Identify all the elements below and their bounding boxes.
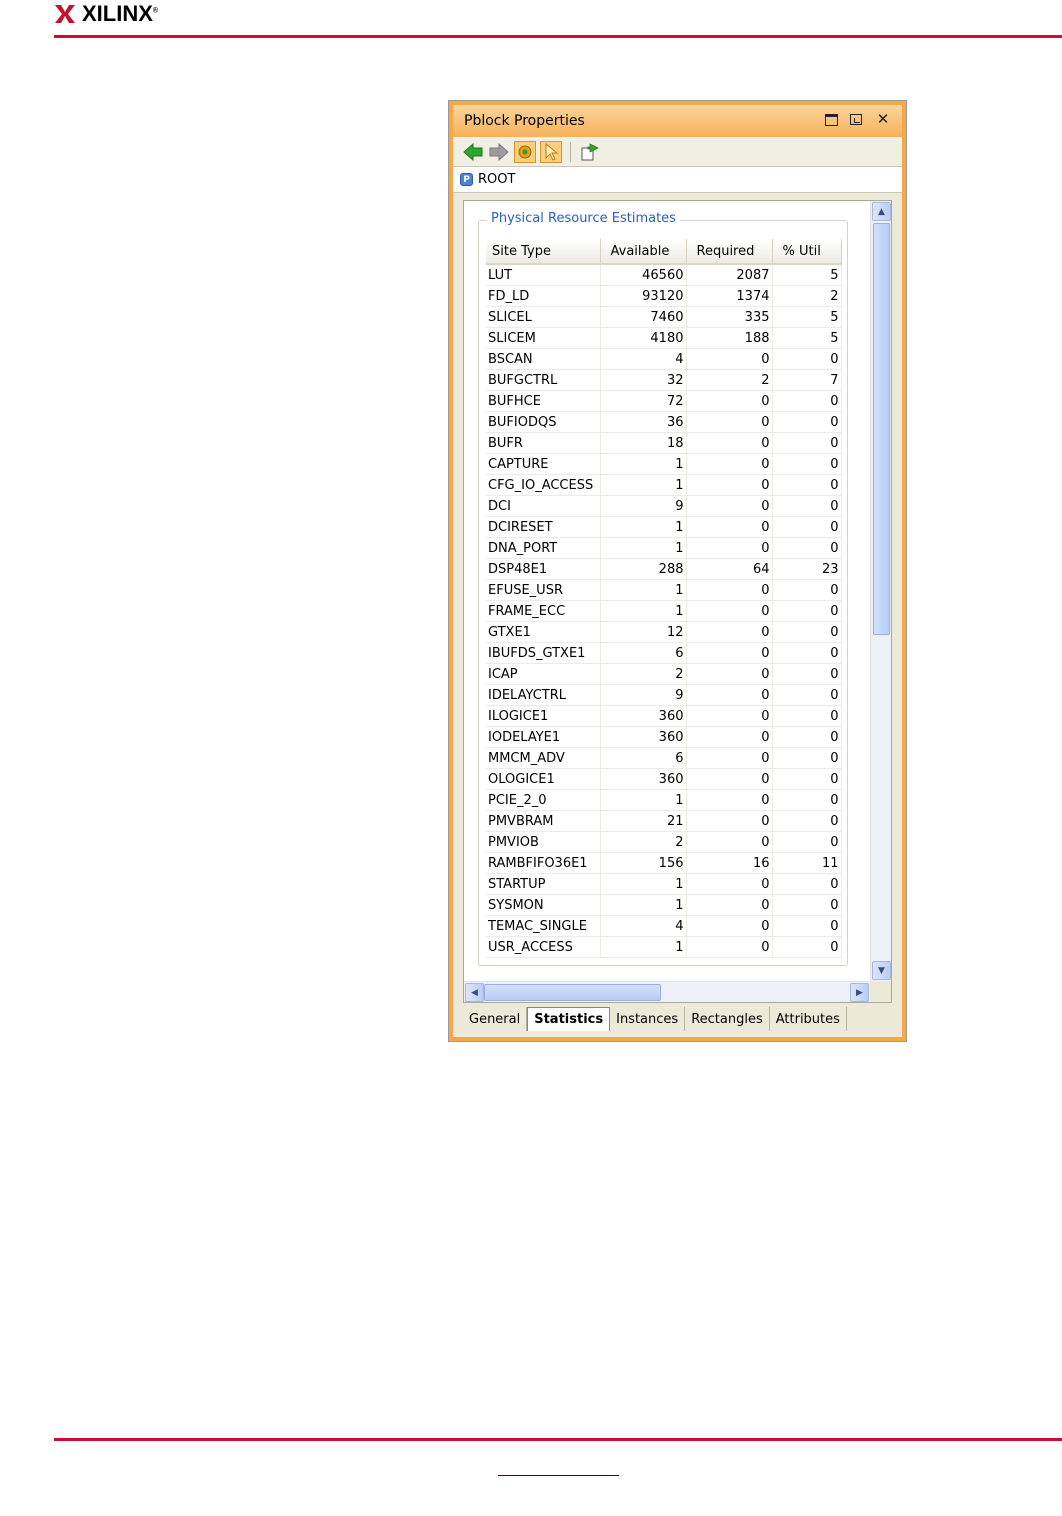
- tab-attributes[interactable]: Attributes: [770, 1007, 847, 1031]
- scroll-right-icon[interactable]: ▶: [850, 983, 869, 1002]
- table-header-row: [486, 239, 841, 264]
- cell-available: 360: [600, 727, 686, 748]
- cell-available: 4: [600, 916, 686, 937]
- table-row[interactable]: [486, 391, 841, 412]
- cell-site-type: DNA_PORT: [486, 538, 600, 559]
- cell-required: 188: [686, 328, 772, 349]
- table-row[interactable]: [486, 622, 841, 643]
- cell-required: 0: [686, 937, 772, 958]
- cell-site-type: BSCAN: [486, 349, 600, 370]
- table-row[interactable]: [486, 727, 841, 748]
- cell-available: 7460: [600, 307, 686, 328]
- cell-available: 156: [600, 853, 686, 874]
- table-row[interactable]: [486, 538, 841, 559]
- cell-available: 288: [600, 559, 686, 580]
- cell-site-type: CAPTURE: [486, 454, 600, 475]
- column-header-required[interactable]: Required: [686, 239, 772, 264]
- cell-util: 0: [772, 433, 841, 454]
- vertical-scrollbar[interactable]: [870, 201, 891, 982]
- cell-available: 21: [600, 811, 686, 832]
- table-row[interactable]: [486, 832, 841, 853]
- cell-required: 0: [686, 832, 772, 853]
- cell-available: 6: [600, 643, 686, 664]
- cell-required: 0: [686, 706, 772, 727]
- horizontal-scroll-thumb[interactable]: [484, 984, 661, 1001]
- panel-title: Pblock Properties: [464, 113, 585, 129]
- cell-util: 0: [772, 748, 841, 769]
- cell-required: 0: [686, 517, 772, 538]
- cell-site-type: STARTUP: [486, 874, 600, 895]
- cell-util: 7: [772, 370, 841, 391]
- table-row[interactable]: [486, 643, 841, 664]
- cell-site-type: FD_LD: [486, 286, 600, 307]
- table-row[interactable]: [486, 874, 841, 895]
- cell-util: 0: [772, 496, 841, 517]
- cell-available: 1: [600, 895, 686, 916]
- cell-site-type: PMVBRAM: [486, 811, 600, 832]
- cell-required: 0: [686, 748, 772, 769]
- cell-required: 0: [686, 685, 772, 706]
- toolbar-separator: [570, 142, 571, 162]
- panel-tabs: [463, 1007, 847, 1031]
- cell-required: 0: [686, 790, 772, 811]
- scroll-down-icon[interactable]: ▼: [872, 961, 891, 980]
- cell-required: 335: [686, 307, 772, 328]
- cell-util: 0: [772, 412, 841, 433]
- cell-site-type: SLICEL: [486, 307, 600, 328]
- tab-rectangles[interactable]: Rectangles: [685, 1007, 770, 1031]
- cell-site-type: RAMBFIFO36E1: [486, 853, 600, 874]
- cell-required: 0: [686, 622, 772, 643]
- cell-required: 0: [686, 454, 772, 475]
- cell-util: 0: [772, 475, 841, 496]
- cell-available: 1: [600, 874, 686, 895]
- table-row[interactable]: [486, 580, 841, 601]
- cell-available: 1: [600, 475, 686, 496]
- cell-required: 2: [686, 370, 772, 391]
- cell-site-type: USR_ACCESS: [486, 937, 600, 958]
- cell-site-type: OLOGICE1: [486, 769, 600, 790]
- cell-available: 12: [600, 622, 686, 643]
- xilinx-logo-icon: [54, 3, 76, 25]
- tab-statistics[interactable]: Statistics: [527, 1007, 610, 1031]
- select-pointer-icon[interactable]: [540, 141, 562, 163]
- cell-available: 1: [600, 580, 686, 601]
- cell-util: 23: [772, 559, 841, 580]
- cell-required: 0: [686, 496, 772, 517]
- scroll-up-icon[interactable]: ▲: [872, 202, 891, 221]
- table-row[interactable]: [486, 664, 841, 685]
- cell-util: 0: [772, 622, 841, 643]
- cell-available: 18: [600, 433, 686, 454]
- cell-available: 9: [600, 685, 686, 706]
- cell-required: 0: [686, 433, 772, 454]
- table-row[interactable]: [486, 706, 841, 727]
- cell-util: 0: [772, 391, 841, 412]
- cell-util: 0: [772, 517, 841, 538]
- cell-site-type: CFG_IO_ACCESS: [486, 475, 600, 496]
- maximize-icon[interactable]: [825, 114, 838, 126]
- cell-util: 0: [772, 601, 841, 622]
- cell-util: 0: [772, 916, 841, 937]
- cell-util: 5: [772, 328, 841, 349]
- table-row[interactable]: [486, 895, 841, 916]
- cell-available: 72: [600, 391, 686, 412]
- cell-available: 1: [600, 937, 686, 958]
- cell-required: 0: [686, 349, 772, 370]
- cell-util: 2: [772, 286, 841, 307]
- statistics-content: [463, 200, 892, 1003]
- cell-site-type: DCI: [486, 496, 600, 517]
- cell-available: 1: [600, 454, 686, 475]
- table-row[interactable]: [486, 412, 841, 433]
- cell-site-type: EFUSE_USR: [486, 580, 600, 601]
- table-row[interactable]: [486, 264, 841, 286]
- cell-required: 0: [686, 916, 772, 937]
- cell-required: 0: [686, 601, 772, 622]
- column-header-util[interactable]: % Util: [772, 239, 841, 264]
- cell-util: 11: [772, 853, 841, 874]
- cell-util: 0: [772, 643, 841, 664]
- back-arrow-icon[interactable]: [462, 141, 484, 163]
- table-row[interactable]: [486, 286, 841, 307]
- logo-text: XILINX®: [82, 1, 159, 26]
- cell-util: 0: [772, 832, 841, 853]
- table-row[interactable]: [486, 307, 841, 328]
- settings-icon[interactable]: [514, 141, 536, 163]
- resource-table: [486, 239, 842, 958]
- cell-util: 0: [772, 811, 841, 832]
- cell-available: 4180: [600, 328, 686, 349]
- panel-toolbar: [453, 137, 902, 167]
- cell-site-type: BUFIODQS: [486, 412, 600, 433]
- forward-arrow-icon[interactable]: [488, 141, 510, 163]
- cell-site-type: FRAME_ECC: [486, 601, 600, 622]
- table-row[interactable]: [486, 517, 841, 538]
- cell-site-type: DSP48E1: [486, 559, 600, 580]
- cell-site-type: BUFGCTRL: [486, 370, 600, 391]
- cell-site-type: MMCM_ADV: [486, 748, 600, 769]
- export-icon[interactable]: [579, 141, 601, 163]
- table-row[interactable]: [486, 748, 841, 769]
- table-row[interactable]: [486, 370, 841, 391]
- cell-required: 0: [686, 727, 772, 748]
- cell-available: 2: [600, 664, 686, 685]
- cell-site-type: DCIRESET: [486, 517, 600, 538]
- cell-util: 0: [772, 790, 841, 811]
- cell-available: 6: [600, 748, 686, 769]
- resource-estimates-group: [478, 211, 848, 966]
- cell-util: 0: [772, 538, 841, 559]
- table-row[interactable]: [486, 433, 841, 454]
- cell-site-type: BUFR: [486, 433, 600, 454]
- footer-rule: [54, 1438, 1062, 1441]
- cell-site-type: IDELAYCTRL: [486, 685, 600, 706]
- cell-util: 0: [772, 664, 841, 685]
- table-row[interactable]: [486, 769, 841, 790]
- pblock-icon: P: [460, 173, 473, 186]
- cell-util: 0: [772, 895, 841, 916]
- cell-util: 0: [772, 580, 841, 601]
- cell-site-type: GTXE1: [486, 622, 600, 643]
- cell-site-type: PMVIOB: [486, 832, 600, 853]
- cell-available: 32: [600, 370, 686, 391]
- cell-util: 5: [772, 264, 841, 286]
- close-icon[interactable]: ✕: [876, 110, 890, 128]
- cell-required: 0: [686, 643, 772, 664]
- group-title: Physical Resource Estimates: [487, 211, 680, 226]
- cell-required: 64: [686, 559, 772, 580]
- cell-available: 1: [600, 790, 686, 811]
- tab-general[interactable]: General: [463, 1007, 527, 1031]
- cell-site-type: ILOGICE1: [486, 706, 600, 727]
- cell-available: 1: [600, 517, 686, 538]
- cell-required: 16: [686, 853, 772, 874]
- cell-required: 0: [686, 874, 772, 895]
- cell-site-type: IODELAYE1: [486, 727, 600, 748]
- cell-site-type: PCIE_2_0: [486, 790, 600, 811]
- panel-titlebar[interactable]: [453, 105, 902, 137]
- table-row[interactable]: [486, 496, 841, 517]
- cell-util: 0: [772, 727, 841, 748]
- table-row[interactable]: [486, 916, 841, 937]
- root-label: ROOT: [478, 172, 516, 187]
- cell-available: 9: [600, 496, 686, 517]
- cell-required: 0: [686, 664, 772, 685]
- cell-available: 4: [600, 349, 686, 370]
- column-header-available[interactable]: Available: [600, 239, 686, 264]
- cell-available: 93120: [600, 286, 686, 307]
- column-header-site-type[interactable]: Site Type: [486, 239, 600, 264]
- footer-link-underline[interactable]: [498, 1474, 619, 1476]
- table-row[interactable]: [486, 601, 841, 622]
- root-bar: [453, 167, 902, 193]
- cell-available: 360: [600, 769, 686, 790]
- horizontal-scrollbar[interactable]: [464, 981, 871, 1002]
- cell-util: 0: [772, 454, 841, 475]
- cell-util: 0: [772, 685, 841, 706]
- cell-available: 360: [600, 706, 686, 727]
- cell-site-type: ICAP: [486, 664, 600, 685]
- xilinx-logo: [54, 2, 158, 26]
- cell-util: 0: [772, 769, 841, 790]
- table-row[interactable]: [486, 811, 841, 832]
- cell-available: 1: [600, 538, 686, 559]
- cell-site-type: IBUFDS_GTXE1: [486, 643, 600, 664]
- table-row[interactable]: [486, 937, 841, 958]
- cell-util: 0: [772, 706, 841, 727]
- cell-site-type: LUT: [486, 264, 600, 286]
- table-row[interactable]: [486, 454, 841, 475]
- cell-util: 0: [772, 349, 841, 370]
- table-row[interactable]: [486, 559, 841, 580]
- cell-util: 0: [772, 937, 841, 958]
- cell-required: 0: [686, 538, 772, 559]
- cell-util: 0: [772, 874, 841, 895]
- cell-site-type: SYSMON: [486, 895, 600, 916]
- cell-required: 2087: [686, 264, 772, 286]
- restore-icon[interactable]: [850, 113, 864, 127]
- cell-required: 0: [686, 895, 772, 916]
- cell-required: 0: [686, 811, 772, 832]
- table-row[interactable]: [486, 328, 841, 349]
- header-rule: [54, 35, 1062, 38]
- cell-available: 46560: [600, 264, 686, 286]
- cell-site-type: SLICEM: [486, 328, 600, 349]
- tab-instances[interactable]: Instances: [610, 1007, 685, 1031]
- scroll-corner: [870, 981, 891, 1002]
- table-row[interactable]: [486, 853, 841, 874]
- cell-site-type: BUFHCE: [486, 391, 600, 412]
- cell-available: 36: [600, 412, 686, 433]
- cell-required: 0: [686, 391, 772, 412]
- cell-util: 5: [772, 307, 841, 328]
- cell-available: 2: [600, 832, 686, 853]
- table-row[interactable]: [486, 790, 841, 811]
- cell-required: 1374: [686, 286, 772, 307]
- table-row[interactable]: [486, 349, 841, 370]
- scroll-left-icon[interactable]: ◀: [465, 983, 484, 1002]
- cell-required: 0: [686, 412, 772, 433]
- table-row[interactable]: [486, 475, 841, 496]
- pblock-properties-panel: [448, 100, 907, 1042]
- table-row[interactable]: [486, 685, 841, 706]
- cell-required: 0: [686, 769, 772, 790]
- cell-available: 1: [600, 601, 686, 622]
- cell-required: 0: [686, 475, 772, 496]
- cell-required: 0: [686, 580, 772, 601]
- cell-site-type: TEMAC_SINGLE: [486, 916, 600, 937]
- vertical-scroll-thumb[interactable]: [873, 223, 890, 635]
